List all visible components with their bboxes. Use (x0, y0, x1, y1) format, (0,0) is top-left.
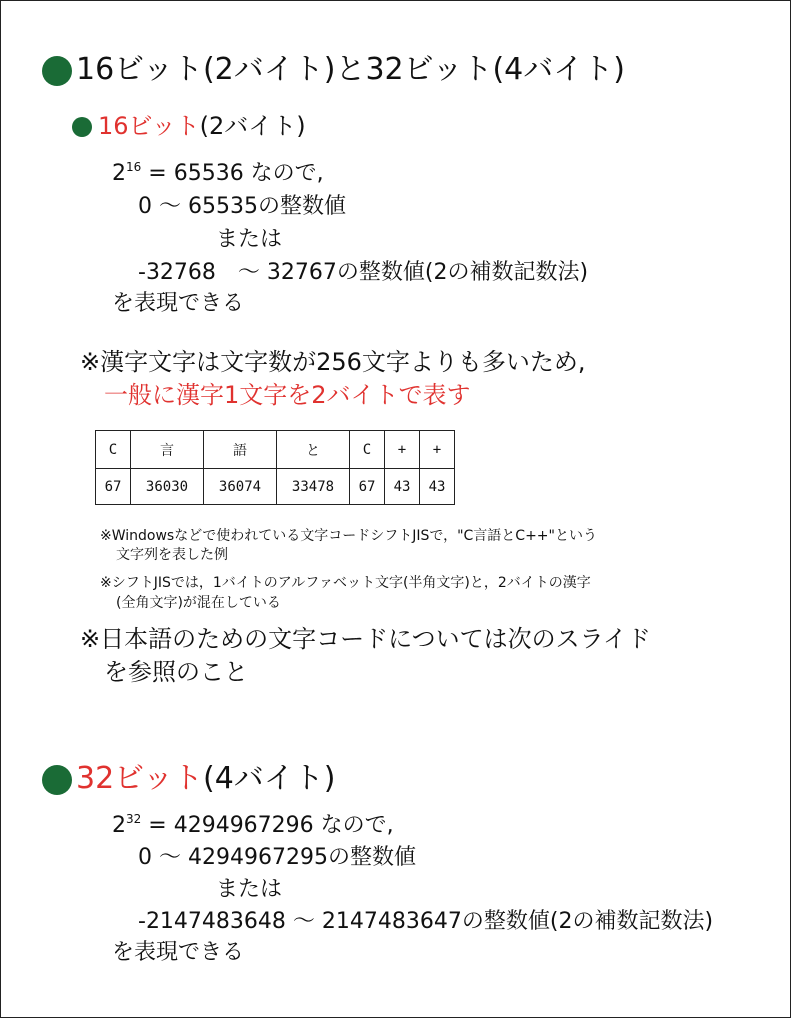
kanji-note-line2: 一般に漢字1文字を2バイトで表す (104, 381, 471, 409)
sub-heading-32bit-rest: (4バイト) (202, 761, 336, 796)
line-16-signed: -32768 〜 32767の整数値(2の補数記数法) (138, 260, 589, 285)
line-32-or: または (216, 877, 283, 902)
sub-heading-32bit (42, 753, 335, 797)
line-32-represent: を表現できる (112, 940, 245, 965)
line-16-power (112, 156, 324, 187)
code-cell: 67 (350, 469, 385, 505)
char-cell: C (350, 431, 385, 469)
char-cell: + (420, 431, 455, 469)
code-cell: 36074 (204, 469, 277, 505)
sub-heading-32bit-red: 32ビット (76, 761, 203, 796)
power-rest: = 4294967296 なので, (141, 813, 394, 838)
char-cell: C (96, 431, 131, 469)
code-cell: 67 (96, 469, 131, 505)
bullet-dot-icon (42, 765, 72, 795)
power-rest: = 65536 なので, (141, 161, 324, 186)
line-32-signed: -2147483648 〜 2147483647の整数値(2の補数記数法) (138, 909, 714, 934)
sub-heading-16bit-rest: (2バイト) (199, 112, 306, 140)
char-cell: と (277, 431, 350, 469)
section-heading (42, 44, 625, 88)
small-note-2-line1: ※シフトJISでは，1バイトのアルファベット文字(半角文字)と，2バイトの漢字 (100, 575, 591, 591)
power-base: 2 (112, 161, 126, 186)
code-cell: 33478 (277, 469, 350, 505)
sub-heading-16bit (72, 106, 306, 141)
power-exponent: 32 (126, 812, 142, 826)
code-row (96, 469, 455, 505)
power-exponent: 16 (126, 160, 142, 174)
char-cell: 言 (131, 431, 204, 469)
code-cell: 43 (420, 469, 455, 505)
bullet-dot-icon (72, 117, 92, 137)
char-cell: 語 (204, 431, 277, 469)
line-16-represent: を表現できる (112, 291, 245, 316)
power-base: 2 (112, 813, 126, 838)
line-32-unsigned: 0 〜 4294967295の整数値 (138, 845, 416, 870)
char-code-table (95, 430, 455, 505)
line-16-or: または (216, 227, 283, 252)
code-cell: 43 (385, 469, 420, 505)
bullet-dot-icon (42, 56, 72, 86)
small-note-1-line1: ※Windowsなどで使われている文字コードシフトJISで，"C言語とC++"という (100, 528, 597, 544)
ref-note-line2: を参照のこと (104, 658, 248, 686)
small-note-2-line2: (全角文字)が混在している (116, 595, 281, 611)
line-16-unsigned: 0 〜 65535の整数値 (138, 194, 346, 219)
char-row (96, 431, 455, 469)
line-32-power (112, 808, 394, 839)
sub-heading-16bit-red: 16ビット (98, 112, 200, 140)
ref-note-line1: ※日本語のための文字コードについては次のスライド (80, 625, 651, 653)
code-cell: 36030 (131, 469, 204, 505)
small-note-1-line2: 文字列を表した例 (116, 547, 228, 563)
section-heading-text: 16ビット(2バイト)と32ビット(4バイト) (76, 52, 625, 87)
char-cell: + (385, 431, 420, 469)
kanji-note-line1: ※漢字文字は文字数が256文字よりも多いため, (80, 348, 586, 376)
